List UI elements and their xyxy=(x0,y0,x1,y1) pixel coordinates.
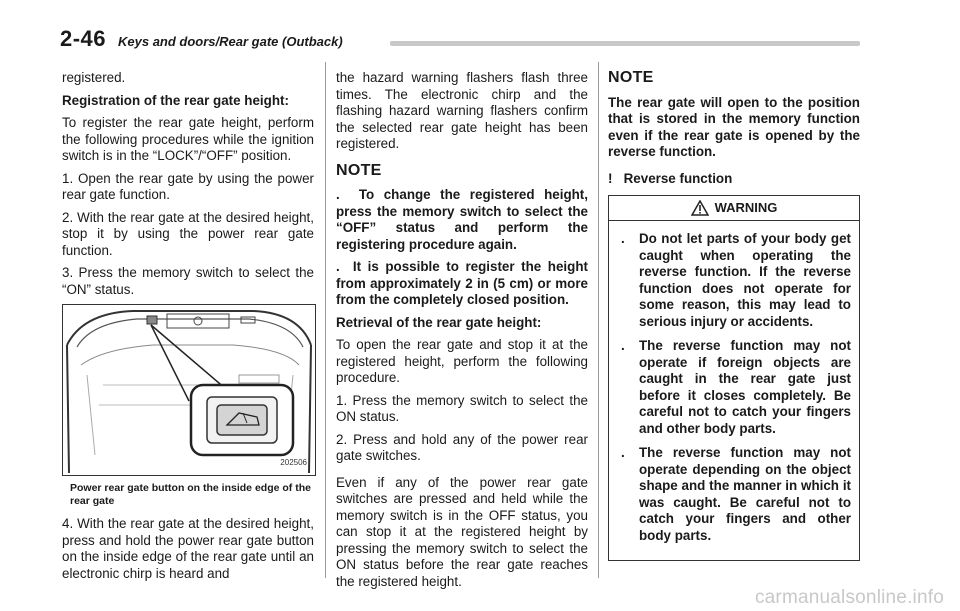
column-divider-left xyxy=(325,62,326,578)
paragraph: the hazard warning flashers flash three times. The electronic chirp and the flashing hazard warning flashers confirm the selected rear gate height has been registered. xyxy=(336,70,588,151)
warning-body xyxy=(609,221,859,560)
step-1: 1. Open the rear gate by using the power rear gate function. xyxy=(62,170,314,202)
rear-gate-illustration xyxy=(63,305,315,475)
note-text: The rear gate will open to the position that is stored in the memory function even if the rear gate is opened by the reverse function. xyxy=(608,94,860,159)
bullet-dot: . xyxy=(336,187,340,202)
note-title: NOTE xyxy=(608,69,654,86)
step-3: 3. Press the memory switch to select the “ON” status. xyxy=(62,265,314,297)
header-rule xyxy=(390,41,860,46)
figure-caption: Power rear gate button on the inside edge of the rear gate xyxy=(70,482,311,507)
warning-item: . The reverse function may not operate depending on the object shape and the manner in which it was caught. Be careful not to catch your fingers and other body parts. xyxy=(617,445,851,544)
bullet-dot: . xyxy=(621,445,625,460)
figure-code: 202506 xyxy=(280,457,307,467)
warning-title: WARNING xyxy=(714,199,778,215)
warning-header xyxy=(609,196,859,221)
step-2: 2. Press and hold any of the power rear gate switches. xyxy=(336,431,588,463)
registration-heading: Registration of the rear gate height: xyxy=(62,92,289,108)
column-divider-right xyxy=(598,62,599,578)
note-item: . It is possible to register the height from approximately 2 in (5 cm) or more from the completely closed position. xyxy=(336,259,588,307)
bullet-dot: . xyxy=(621,338,625,353)
column-3 xyxy=(608,70,860,561)
step-2: 2. With the rear gate at the desired height, stop it by using the power rear gate function. xyxy=(62,209,314,258)
paragraph: To open the rear gate and stop it at the registered height, perform the following procedure. xyxy=(336,337,588,385)
warning-triangle-icon xyxy=(691,200,709,216)
reverse-function-heading: ! Reverse function xyxy=(608,170,733,186)
watermark: carmanualsonline.info xyxy=(754,587,944,608)
rear-gate-figure xyxy=(62,304,316,476)
step-1: 1. Press the memory switch to select the ON status. xyxy=(336,392,588,424)
step-4: 4. With the rear gate at the desired height, press and hold the power rear gate button on the inside edge of the rear gate until an electronic chirp is heard and xyxy=(62,516,314,581)
warning-box xyxy=(608,195,860,561)
warning-item: . Do not let parts of your body get caught when operating the reverse function. If the reverse function does not operate for some reason, this may lead to serious injury or accidents. xyxy=(617,231,851,330)
warning-item: . The reverse function may not operate if foreign objects are caught in the rear gate just before it closes completely. Be careful not to catch your fingers and other body parts. xyxy=(617,338,851,437)
note-item: . To change the registered height, press the memory switch to select the “OFF” status and perform the registering procedure again. xyxy=(336,187,588,252)
triangle-bullet-icon: ! xyxy=(608,170,613,186)
retrieval-heading: Retrieval of the rear gate height: xyxy=(336,314,542,330)
column-2 xyxy=(336,70,588,596)
column-1 xyxy=(62,70,314,588)
bullet-dot: . xyxy=(621,231,625,246)
section-title: Keys and doors/Rear gate (Outback) xyxy=(118,34,343,49)
bullet-dot: . xyxy=(336,259,340,274)
page-header xyxy=(60,26,860,50)
paragraph: To register the rear gate height, perform the following procedures while the ignition switch is in the “LOCK”/“OFF” position. xyxy=(62,115,314,163)
paragraph: registered. xyxy=(62,70,126,85)
note-title: NOTE xyxy=(336,161,382,179)
paragraph: Even if any of the power rear gate switches are pressed and held while the memory switch is in the OFF status, you can stop it at the registered height by pressing the memory switch to select the ON status before the rear gate reaches the registered height. xyxy=(336,474,588,589)
page-number: 2-46 xyxy=(60,26,107,51)
